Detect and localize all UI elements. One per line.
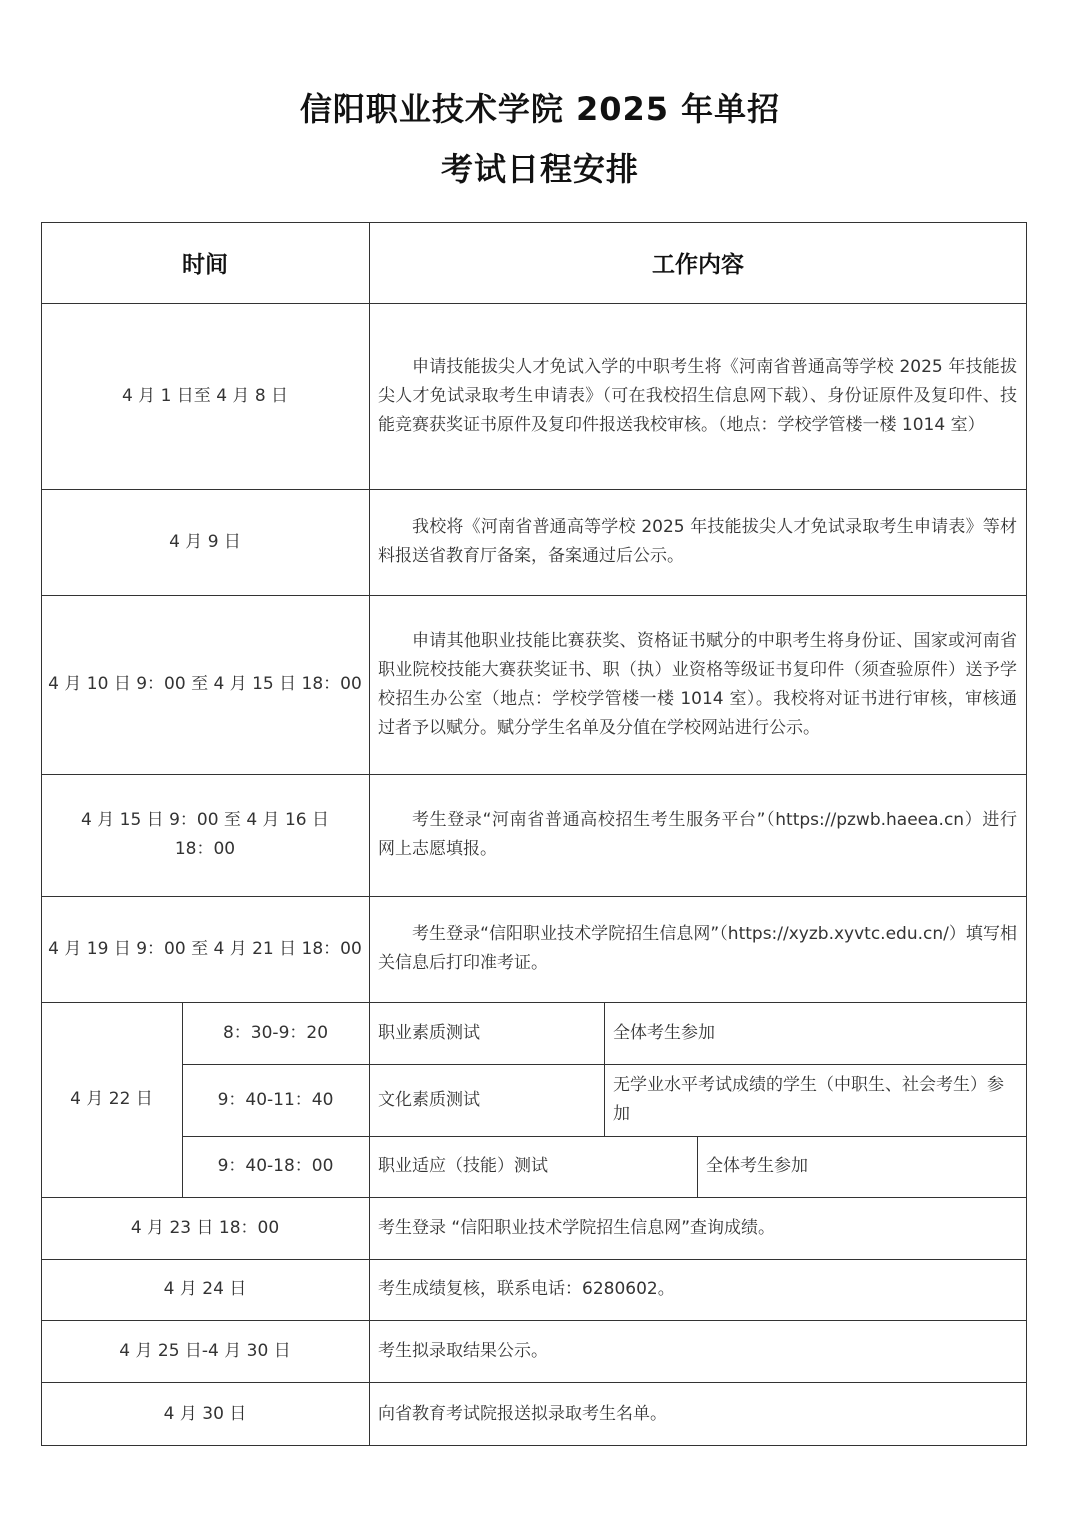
row-divider: [41, 774, 1027, 775]
row-divider: [41, 1002, 1027, 1003]
row-8-time: 4 月 25 日-4 月 30 日: [119, 1340, 291, 1361]
row-9-time: 4 月 30 日: [163, 1403, 247, 1424]
row-1-content: 申请技能拔尖人才免试入学的中职考生将《河南省普通高等学校 2025 年技能拔尖人才免试录取考生申请表》（可在我校招生信息网下载）、身份证原件及复印件、技能竞赛获奖证书原件及复印件报送我校审核。（地点：学校学管楼一楼 1014 室）: [378, 356, 1017, 435]
row-2-content: 我校将《河南省普通高等学校 2025 年技能拔尖人才免试录取考生申请表》等材料报送省教育厅备案，备案通过后公示。: [378, 517, 1017, 566]
row-7-content: 考生成绩复核，联系电话：6280602。: [378, 1279, 675, 1299]
session-1-participants: 全体考生参加: [613, 1022, 715, 1043]
column-divider: [697, 1136, 698, 1197]
row-3-time: 4 月 10 日 9：00 至 4 月 15 日 18：00: [48, 674, 362, 694]
document-subtitle: 考试日程安排: [440, 150, 639, 188]
schedule-table: [41, 222, 1027, 1446]
row-divider: [41, 1320, 1027, 1321]
row-divider: [41, 1259, 1027, 1260]
row-6-content: 考生登录 “信阳职业技术学院招生信息网”查询成绩。: [378, 1217, 776, 1238]
session-2-subject: 文化素质测试: [378, 1089, 480, 1110]
session-2-participants: 无学业水平考试成绩的学生（中职生、社会考生）参加: [613, 1075, 1004, 1124]
session-2-time: 9：40-11：40: [217, 1089, 334, 1110]
row-divider: [41, 303, 1027, 304]
column-divider: [369, 222, 370, 1446]
row-4-content: 考生登录“河南省普通高校招生考生服务平台”（https://pzwb.haeea.cn）进行网上志愿填报。: [378, 810, 1017, 859]
row-divider: [41, 1197, 1027, 1198]
column-divider: [182, 1002, 183, 1197]
header-time: 时间: [182, 252, 228, 278]
row-3-content: 申请其他职业技能比赛获奖、资格证书赋分的中职考生将身份证、国家或河南省职业院校技能大赛获奖证书、职（执）业资格等级证书复印件（须查验原件）送予学校招生办公室（地点：学校学管楼一楼 1014 室）。我校将对证书进行审核，审核通过者予以赋分。赋分学生名单及分值在学校网站进行公示。: [378, 630, 1017, 738]
session-1-subject: 职业素质测试: [378, 1022, 480, 1043]
row-5-content: 考生登录“信阳职业技术学院招生信息网”（https://xyzb.xyvtc.edu.cn/）填写相关信息后打印准考证。: [378, 924, 1017, 973]
row-7-time: 4 月 24 日: [163, 1279, 247, 1299]
row-4-time: 4 月 15 日 9：00 至 4 月 16 日 18：00: [81, 810, 329, 859]
row-9-content: 向省教育考试院报送拟录取考生名单。: [378, 1403, 667, 1424]
row-divider: [182, 1136, 1027, 1137]
row-1-time: 4 月 1 日至 4 月 8 日: [121, 385, 289, 406]
row-2-time: 4 月 9 日: [169, 531, 241, 552]
session-1-time: 8：30-9：20: [222, 1022, 329, 1043]
table-border-top: [41, 222, 1027, 223]
row-6-time: 4 月 23 日 18：00: [130, 1217, 280, 1238]
header-content: 工作内容: [652, 252, 744, 278]
table-border-bottom: [41, 1445, 1027, 1446]
table-border-right: [1026, 222, 1027, 1446]
table-border-left: [41, 222, 42, 1446]
row-5-time: 4 月 19 日 9：00 至 4 月 21 日 18：00: [48, 938, 362, 959]
session-3-subject: 职业适应（技能）测试: [378, 1156, 548, 1176]
session-3-participants: 全体考生参加: [706, 1156, 808, 1176]
row-divider: [41, 1382, 1027, 1383]
column-divider: [604, 1002, 605, 1136]
exam-day-date: 4 月 22 日: [70, 1089, 153, 1109]
row-8-content: 考生拟录取结果公示。: [378, 1340, 548, 1361]
row-divider: [41, 489, 1027, 490]
document-title: 信阳职业技术学院 2025 年单招: [299, 90, 781, 128]
row-divider: [41, 595, 1027, 596]
row-divider: [41, 896, 1027, 897]
session-3-time: 9：40-18：00: [217, 1156, 334, 1176]
